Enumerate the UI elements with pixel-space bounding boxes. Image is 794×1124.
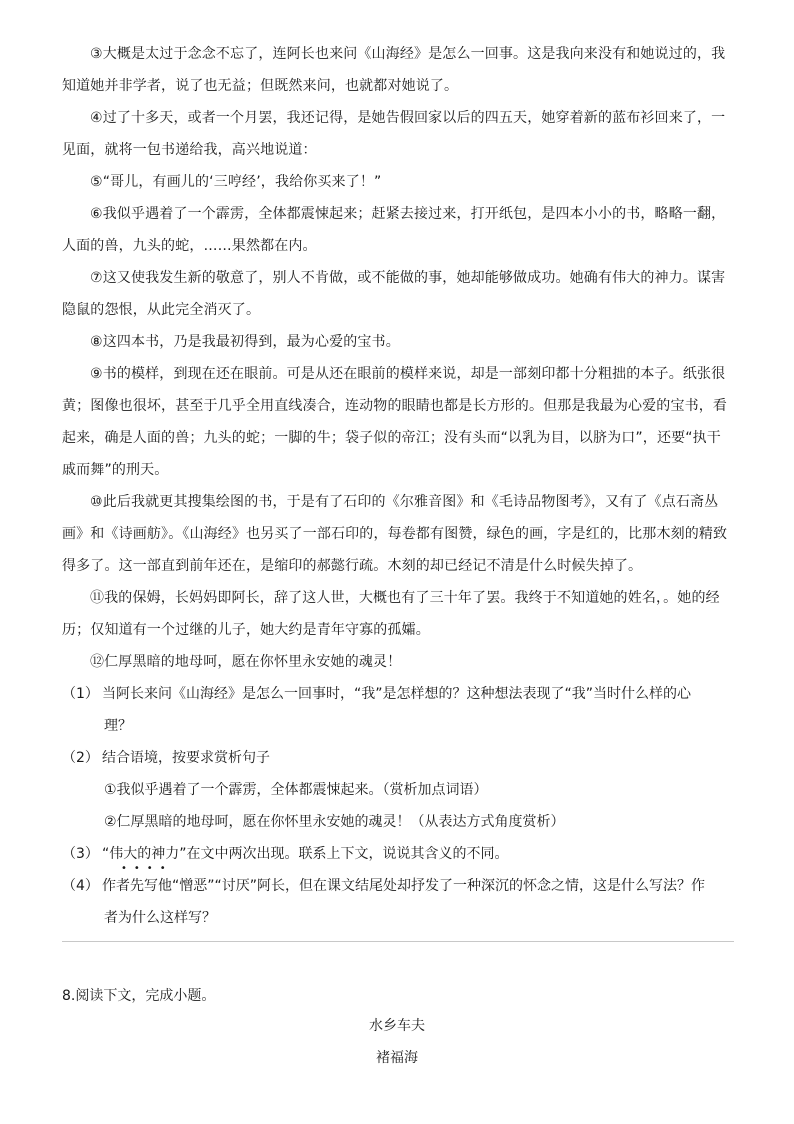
paragraph-12: ⑫仁厚黑暗的地母呵，愿在你怀里永安她的魂灵！ bbox=[90, 654, 402, 670]
question-2-sentence-2: ②仁厚黑暗的地母呵，愿在你怀里永安她的魂灵！（从表达方式角度赏析） bbox=[104, 814, 565, 830]
question-2-sentence-1: ①我似乎遇着了一个霹雳，全体都震悚起来。（赏析加点词语） bbox=[104, 782, 488, 798]
paragraph-6: ⑥我似乎遇着了一个霹雳，全体都震悚起来；赶紧去接过来，打开纸包，是四本小小的书，略略一翻，人面的兽，九头的蛇，……果然都在内。 bbox=[62, 206, 726, 254]
paragraph-9: ⑨书的模样，到现在还在眼前。可是从还在眼前的模样来说，却是一部刻印都十分粗拙的本子。纸张很黄；图像也很坏，甚至于几乎全用直线凑合，连动物的眼睛也都是长方形的。但那是我最为心爱的宝书，看起来，确是人面的兽；九头的蛇；一脚的牛；袋子似的帝江；没有头而“以乳为目，以脐为口”，还要“执干戚而舞”的刑天。 bbox=[62, 366, 728, 478]
article-title: 水乡车夫 bbox=[369, 1018, 425, 1034]
question-3-number: （3） bbox=[62, 846, 99, 862]
question-4-number: （4） bbox=[62, 878, 99, 894]
question-2-number: （2） bbox=[62, 750, 99, 766]
article-author: 褚福海 bbox=[376, 1050, 418, 1066]
question-3 bbox=[62, 844, 509, 864]
question-3-text: “伟大的神力”在文中两次出现。联系上下文，说说其含义的不同。 bbox=[102, 846, 509, 862]
paragraph-3: ③大概是太过于念念不忘了，连阿长也来问《山海经》是怎么一回事。这是我向来没有和她说过的，我知道她并非学者，说了也无益；但既然来问，也就都对她说了。 bbox=[62, 46, 726, 94]
paragraph-5: ⑤“哥儿，有画儿的‘三哼经’，我给你买来了！” bbox=[90, 174, 382, 190]
question-4 bbox=[62, 876, 705, 896]
emphasis-dots: •••• bbox=[121, 863, 173, 874]
paragraph-10: ⑩此后我就更其搜集绘图的书，于是有了石印的《尔雅音图》和《毛诗品物图考》，又有了《点石斋丛画》和《诗画舫》。《山海经》也另买了一部石印的，每卷都有图赞，绿色的画，字是红的，比那木刻的精致得多了。这一部直到前年还在，是缩印的郝懿行疏。木刻的却已经记不清是什么时候失掉了。 bbox=[62, 494, 728, 574]
paragraph-4: ④过了十多天，或者一个月罢，我还记得，是她告假回家以后的四五天，她穿着新的蓝布衫回来了，一见面，就将一包书递给我，高兴地说道： bbox=[62, 110, 726, 158]
question-1-continuation: 理？ bbox=[104, 718, 132, 734]
question-4-continuation: 者为什么这样写？ bbox=[104, 910, 216, 926]
paragraph-8: ⑧这四本书，乃是我最初得到，最为心爱的宝书。 bbox=[90, 334, 400, 350]
question-1-text: 当阿长来问《山海经》是怎么一回事时，“我”是怎样想的？这种想法表现了“我”当时什么样的心 bbox=[102, 686, 692, 702]
question-1 bbox=[62, 684, 691, 704]
question-2 bbox=[62, 748, 270, 768]
question-2-text: 结合语境，按要求赏析句子 bbox=[102, 750, 270, 766]
question-1-number: （1） bbox=[62, 686, 99, 702]
section-8-instruction: 8.阅读下文，完成小题。 bbox=[62, 988, 216, 1004]
paragraph-7: ⑦这又使我发生新的敬意了，别人不肯做，或不能做的事，她却能够做成功。她确有伟大的神力。谋害隐鼠的怨恨，从此完全消灭了。 bbox=[62, 270, 726, 318]
section-divider bbox=[62, 941, 734, 942]
paragraph-11: ⑪我的保姆，长妈妈即阿长，辞了这人世，大概也有了三十年了罢。我终于不知道她的姓名，。她的经历；仅知道有一个过继的儿子，她大约是青年守寡的孤孀。 bbox=[62, 590, 720, 638]
question-4-text: 作者先写他“憎恶”“讨厌”阿长，但在课文结尾处却抒发了一种深沉的怀念之情，这是什么写法？作 bbox=[102, 878, 706, 894]
